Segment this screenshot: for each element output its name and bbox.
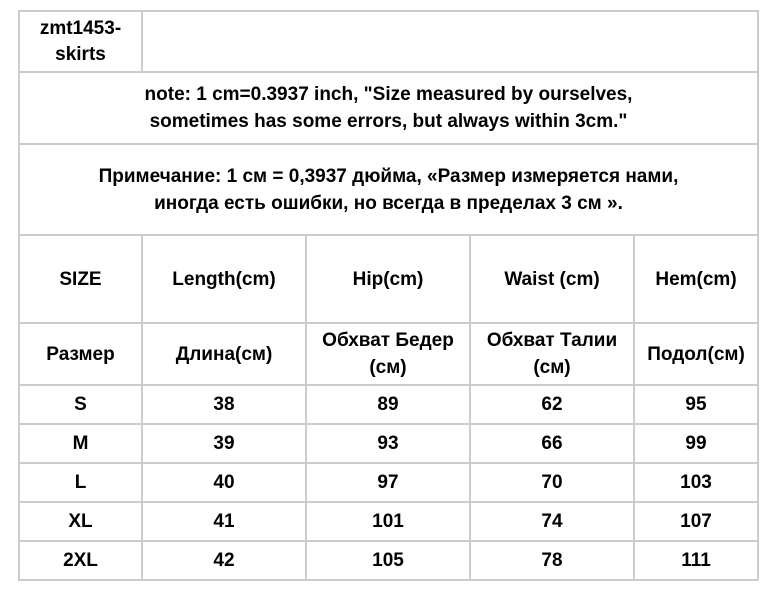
model-code-line-2: skirts [55,43,106,65]
header-ru-cell: Длина(см) [142,323,306,385]
header-en-cell: Waist (cm) [470,235,634,323]
size-chart-sheet [18,10,759,581]
size-row-m [19,424,758,463]
header-ru-cell: Размер [19,323,142,385]
note-ru-row [19,144,758,235]
hem-cell: 107 [634,502,758,541]
size-chart-table [18,10,759,581]
size-cell: XL [19,502,142,541]
hip-cell: 97 [306,463,470,502]
waist-cell: 62 [470,385,634,424]
waist-cell: 66 [470,424,634,463]
size-row-l [19,463,758,502]
hip-cell: 89 [306,385,470,424]
header-en-cell: SIZE [19,235,142,323]
hip-cell: 105 [306,541,470,580]
header-en-cell: Hip(cm) [306,235,470,323]
note-en-line-2: sometimes has some errors, but always within 3cm." [149,111,628,132]
size-cell: L [19,463,142,502]
header-ru-row [19,323,758,385]
header-en-cell: Hem(cm) [634,235,758,323]
size-row-xl [19,502,758,541]
size-row-s [19,385,758,424]
model-row [19,11,758,72]
length-cell: 39 [142,424,306,463]
model-blank-cell [142,11,758,72]
header-ru-cell: Подол(см) [634,323,758,385]
note-ru-cell [19,144,758,235]
header-ru-cell: Обхват Талии (см) [470,323,634,385]
length-cell: 38 [142,385,306,424]
note-en-row [19,72,758,144]
note-ru-line-2: иногда есть ошибки, но всегда в пределах 3 см ». [154,192,623,214]
header-en-row [19,235,758,323]
header-ru-cell: Обхват Бедер (см) [306,323,470,385]
waist-cell: 78 [470,541,634,580]
note-en-cell [19,72,758,144]
size-cell: 2XL [19,541,142,580]
length-cell: 40 [142,463,306,502]
size-cell: S [19,385,142,424]
header-en-cell: Length(cm) [142,235,306,323]
hem-cell: 95 [634,385,758,424]
waist-cell: 70 [470,463,634,502]
hem-cell: 103 [634,463,758,502]
note-ru-line-1: Примечание: 1 см = 0,3937 дюйма, «Размер измеряется нами, [98,165,679,187]
hip-cell: 93 [306,424,470,463]
hip-cell: 101 [306,502,470,541]
model-code-line-1: zmt1453- [39,17,122,39]
size-row-2xl [19,541,758,580]
waist-cell: 74 [470,502,634,541]
size-cell: M [19,424,142,463]
length-cell: 41 [142,502,306,541]
model-code-cell [19,11,142,72]
length-cell: 42 [142,541,306,580]
hem-cell: 111 [634,541,758,580]
note-en-line-1: note: 1 cm=0.3937 inch, "Size measured by ourselves, [144,84,633,105]
hem-cell: 99 [634,424,758,463]
